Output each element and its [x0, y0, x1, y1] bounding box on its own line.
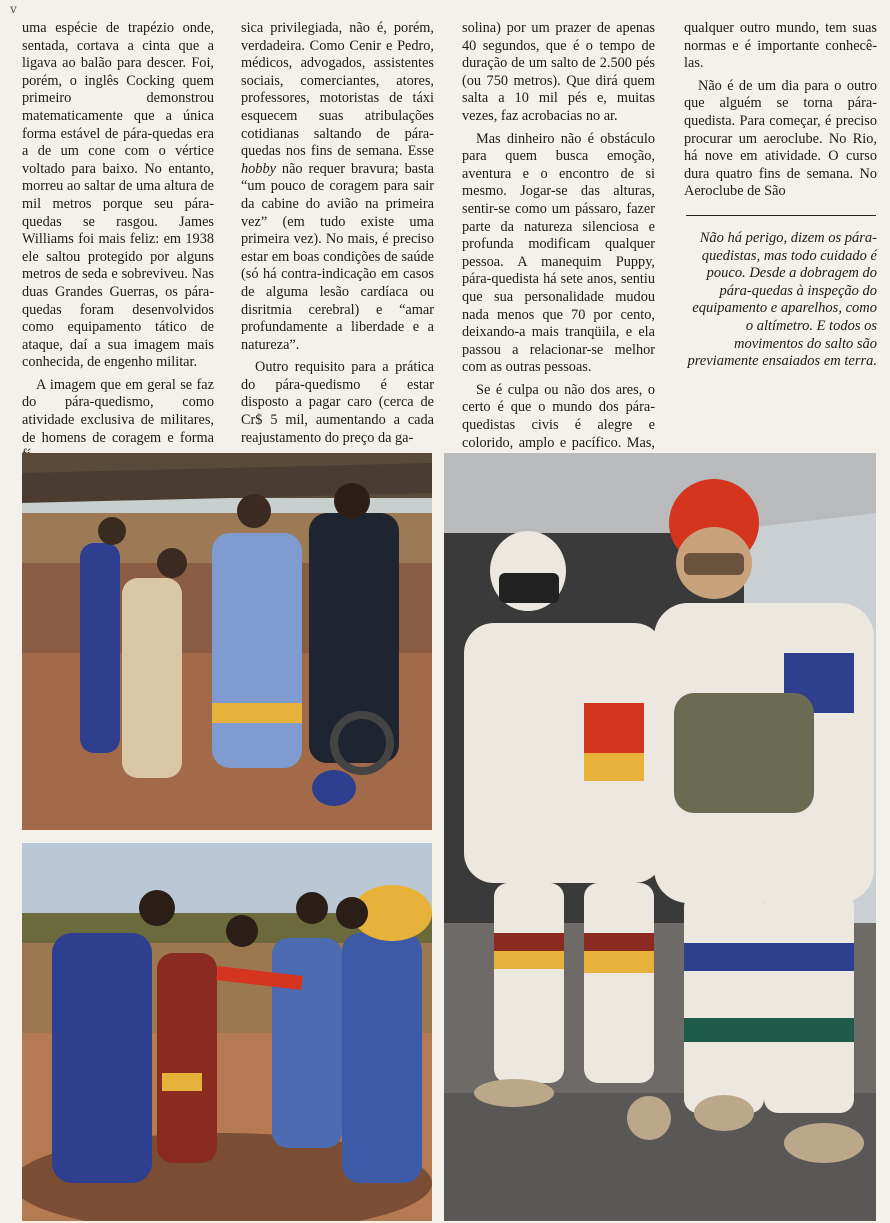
italic-word: hobby	[241, 160, 276, 177]
text-column-4	[684, 20, 877, 371]
paragraph: uma espécie de trapézio onde, sentada, cortava a cinta que a ligava ao balão para descer. Foi, porém, o inglês Cocking quem primeiro demonstrou matematicamente que a única forma estável de pára-quedas era a de um cone com o vértice voltado para baixo. No entanto, morreu ao saltar de uma altura de mil metros porque seu pára-quedas se rasgou. James Williams foi mais feliz: em 1938 ele saltou protegido por alguns metros de seda e sobreviveu. Nas duas Grandes Guerras, os pára-quedas foram desenvolvidos como equipamento tático de ataque, daí a sua imagem mais conhecida, de engenho militar.	[22, 20, 214, 371]
text-column-3	[462, 20, 655, 475]
paragraph: qualquer outro mundo, tem suas normas e é importante conhecê-las.	[684, 20, 877, 72]
photo-ground-training	[22, 843, 432, 1221]
paragraph	[241, 20, 434, 354]
paragraph: solina) por um prazer de apenas 40 segundos, que é o tempo de duração de um salto de 2.500 pés (ou 750 metros). Que dirá quem salta a 10 mil pés e, muitas vezes, faz acrobacias no ar.	[462, 20, 655, 124]
text-run: sica privilegiada, não é, porém, verdadeira. Como Cenir e Pedro, médicos, advogados, assistentes sociais, comerciantes, atores, professores, motoristas de táxi esquecem suas atribulações cotidianas saltando de pára-quedas nos fins de semana. Esse	[241, 20, 434, 160]
page-mark: v	[10, 2, 17, 16]
paragraph: Mas dinheiro não é obstáculo para quem busca emoção, aventura e o encontro de si mesmo. Jogar-se das alturas, sentir-se como um pássaro, fazer parte da natureza silenciosa e profunda modificam qualquer pessoa. A manequim Puppy, pára-quedista há sete anos, sentiu que sua personalidade mudou nada menos que 70 por cento, deixando-a mais tranqüila, e ela passou a relacionar-se melhor com as outras pessoas.	[462, 130, 655, 376]
paragraph: Não é de um dia para o outro que alguém se torna pára-quedista. Para começar, é preciso procurar um aeroclube. No Rio, há nove em atividade. O curso dura quatro fins de semana. No Aeroclube de São	[684, 77, 877, 200]
caption-divider	[686, 215, 876, 216]
paragraph: A imagem que em geral se faz do pára-quedismo, como atividade exclusiva de militares, de homens de coragem e forma	[22, 376, 214, 446]
photo-caption: Não há perigo, dizem os pára-quedistas, mas todo cuidado é pouco. Desde a dobragem do pára-quedas à inspeção do equipamento e aparelhos, como o altímetro. E todos os movimentos do salto são previamente ensaiados em terra.	[687, 229, 877, 370]
paragraph: Se é culpa ou não dos ares, o certo é que o mundo dos pára-quedistas civis é alegre e colorido, amplo e pacífico. Mas,	[462, 381, 655, 451]
text-column-1	[22, 20, 214, 470]
text-column-2	[241, 20, 434, 452]
paragraph: Outro requisito para a prática do pára-quedismo é estar disposto a pagar caro (cerca de Cr$ 5 mil, aumentando a cada reajustamento do preço da ga-	[241, 359, 434, 446]
text-run: não requer bravura; basta “um pouco de coragem para sair da cabine do avião na primeira vez” (em tudo existe uma primeira vez). No mais, é preciso estar em boas condições de saúde (só há contra-indicação em casos de alguma lesão cardíaca ou disritmia cerebral) e “amar profundamente a liberdade e a natureza”.	[241, 160, 434, 353]
photo-group-beside-plane	[22, 453, 432, 830]
photo-two-parachutists	[444, 453, 876, 1221]
